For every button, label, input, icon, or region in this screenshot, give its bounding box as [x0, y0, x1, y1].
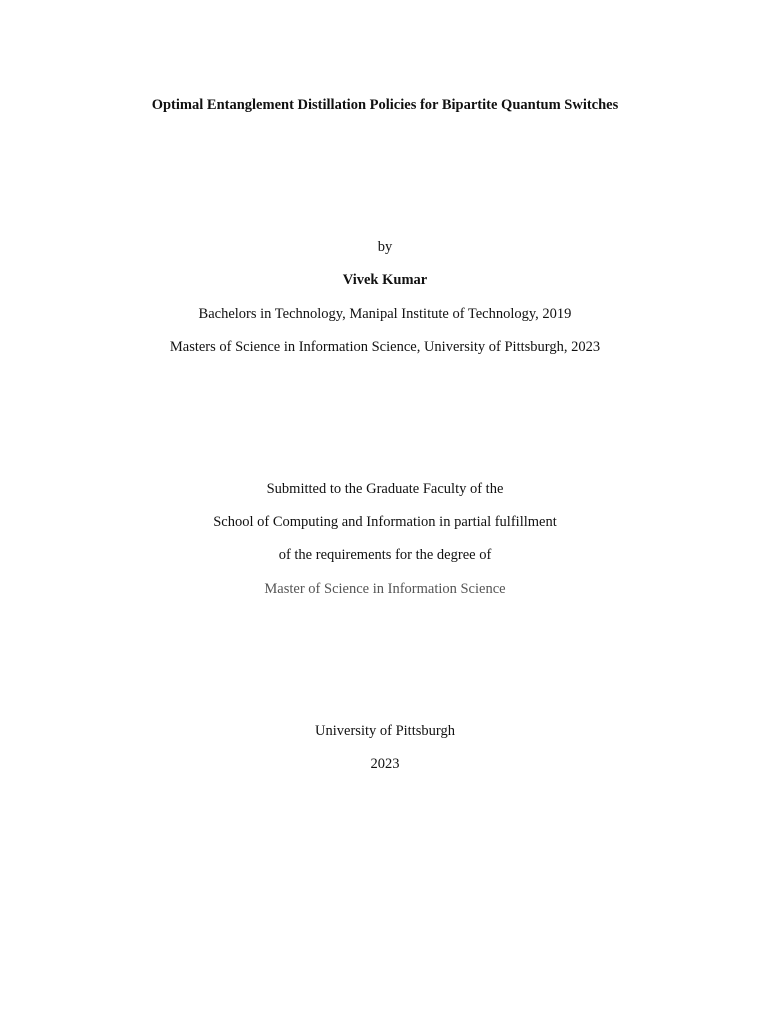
author-name: Vivek Kumar: [342, 272, 428, 288]
by-label: by: [377, 239, 393, 255]
institution-name: University of Pittsburgh: [315, 723, 455, 739]
document-title: Optimal Entanglement Distillation Policies for Bipartite Quantum Switches: [151, 97, 619, 113]
degree-name: Master of Science in Information Science: [264, 581, 506, 597]
submission-line-1: Submitted to the Graduate Faculty of the: [266, 481, 504, 497]
submission-line-2: School of Computing and Information in partial fulfillment: [213, 514, 557, 530]
submission-year: 2023: [370, 756, 400, 772]
prior-degree-bachelors: Bachelors in Technology, Manipal Institute of Technology, 2019: [198, 306, 572, 322]
prior-degree-masters: Masters of Science in Information Science, University of Pittsburgh, 2023: [169, 339, 601, 355]
submission-line-3: of the requirements for the degree of: [278, 547, 492, 563]
